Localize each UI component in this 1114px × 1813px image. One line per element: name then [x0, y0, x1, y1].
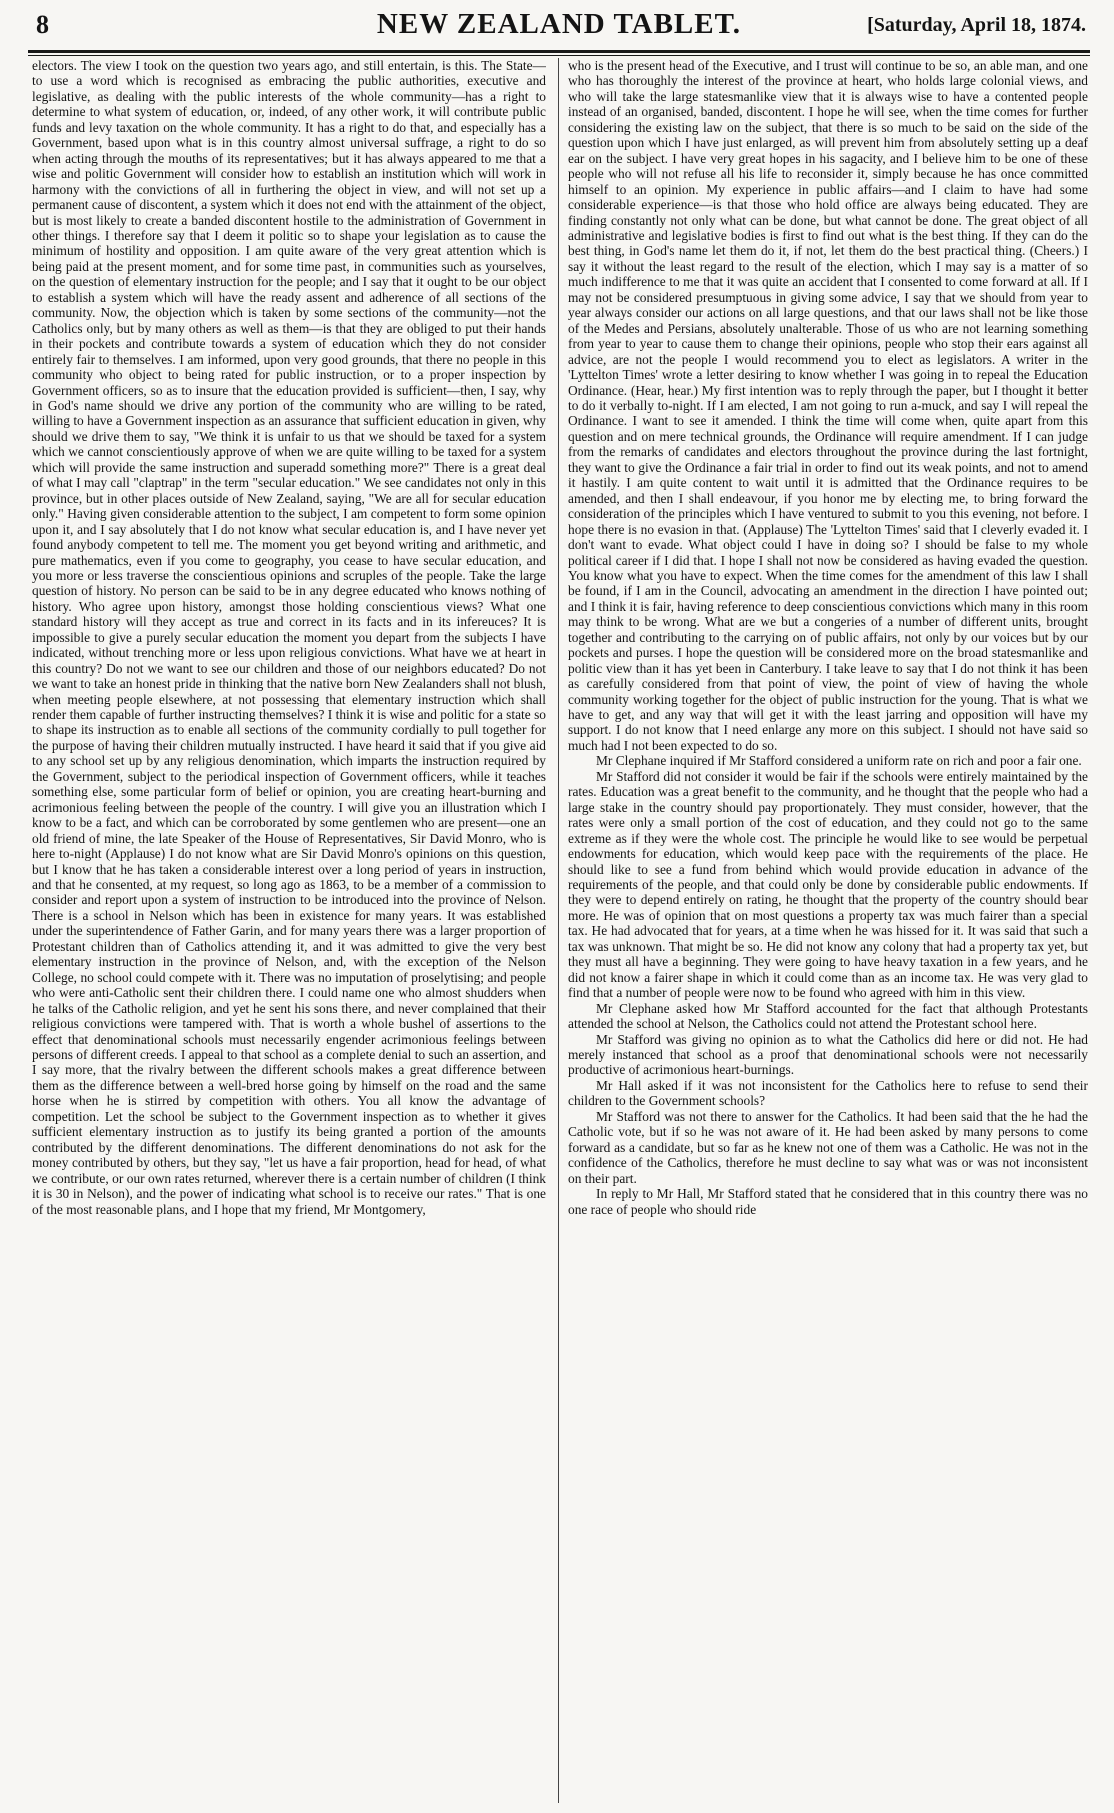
header-rule-thick	[28, 50, 1090, 53]
masthead-title: NEW ZEALAND TABLET.	[376, 8, 742, 40]
article-paragraph: Mr Clephane inquired if Mr Stafford considered a uniform rate on rich and poor a fair one.	[596, 753, 1082, 769]
left-column	[32, 58, 546, 1806]
article-paragraph: electors. The view I took on the question two years ago, and still entertain, is this. The State—to use a word which is recognised as embracing the public authorities, executive and legislative, as dealing with the public interests of the whole community—has a right to determine to what system of education, or, indeed, of any other work, it will contribute public funds and levy taxation on the whole community. It has a right to do that, and especially has a Government, based upon what is in this country almost universal suffrage, a right to do so when acting through the mouths of its representatives; but it has always appeared to me that a wise and politic Government will consider how to establish an institution which will work in harmony with the convictions of all in furthering the object in view, and will not set up a permanent cause of discontent, a system which it does not end with the attainment of the object, but is most likely to create a banded discontent hostile to the administration of Government in other things. I therefore say that I deem it politic so to shape your legislation as to cause the minimum of hostility and opposition. I am quite aware of the very great attention which is being paid at the present moment, and for some time past, in communities such as yourselves, on the question of elementary instruction for the people; and I say that it ought to be our object to establish a system which will have the ready assent and adherence of all sections of the community. Now, the objection which is taken by some sections of the community—not the Catholics only, but by many others as well as them—is that they are obliged to put their hands in their pockets and contribute towards a system of education which they do not consider entirely fair to themselves. I am informed, upon very good grounds, that there no people in this community who object to being rated for public instruction, or to a proper inspection by Government officers, so as to insure that the education provided is sufficient—then, I say, why in God's name should we drive any portion of the community who are willing to be rated, willing to have a Government inspection as an assurance that sufficient education in given, why should we drive them to say, "We think it is unfair to us that we should be taxed for a system which we cannot conscientiously approve of when we are quite willing to be taxed for a system which will provide the same instruction and superadd something more?" There is a great deal of what I may call "claptrap" in the term "secular education." We see candidates not only in this province, but in other places outside of New Zealand, saying, "We are all for secular education only." Having given considerable attention to the subject, I am competent to form some opinion upon it, and I say absolutely that I do not know what secular education is, and I have never yet found anybody competent to tell me. The moment you get beyond writing and arithmetic, and pure mathematics, even if you come to geography, you cease to have secular education, and you more or less traverse the conscientious opinions and scruples of the people. Take the large question of history. No person can be said to be in any degree educated who knows nothing of history. Who agree upon history, amongst those holding conscientious views? What one standard history will they accept as true and correct in its facts and in its infereuces? It is impossible to give a purely secular education the moment you depart from the subjects I have indicated, without trenching more or less upon religious convictions. What have we at heart in this country? Do not we want to see our children and those of our neighbors educated? Do not we want to take an honest pride in thinking that the native born New Zealanders shall not blush, when meeting people elsewhere, at not possessing that elementary instruction which shall render them capable of further instructing themselves? I think it is wise and politic for a state so to shape its instruction as to enable all sections of the community cordially to pull together for the purpose of having their children mutually instructed. I have heard it said that if you give aid to any school set up by any religious denomination, which imparts the instruction required by the Government, subject to the periodical inspection of Government officers, while it teaches something else, some particular form of belief or opinion, you are creating heart-burning and acrimonious feeling between the people of the country. I will give you an illustration which I know to be a fact, and which can be corroborated by some gentlemen who are present—one an old friend of mine, the late Speaker of the House of Representatives, Sir David Monro, who is here to-night (Applause) I do not know what are Sir David Monro's opinions on this question, but I know that he has taken a considerable interest over a long period of years in instruction, and that he consented, at my request, so long ago as 1863, to be a member of a commission to consider and report upon a system of instruction to be introduced into the province of Nelson. There is a school in Nelson which has been in existence for many years. It was established under the superintendence of Father Garin, and for many years there was a larger proportion of Protestant children than of Catholics attending it, and it was admitted to give the very best elementary instruction in the province of Nelson, and, with the exception of the Nelson College, no school could compete with it. There was no imputation of proselytising; and people who were anti-Catholic sent their children there. I could name one who almost shudders when he talks of the Catholic religion, and yet he sent his sons there, and never complained that their religious convictions were tampered with. That is worth a whole bushel of assertions to the effect that denominational schools must necessarily engender acrimonious feelings between persons of different creeds. I appeal to that school as a complete denial to such an assertion, and I say more, that the rivalry between the different schools makes a great difference between them as the difference between a well-bred horse going by himself on the road and the same horse when he is stirred by competition with others. You all know the advantage of competition. Let the school be subject to the Government inspection as to whether it gives sufficient elementary instruction as to justify its being granted a portion of the amounts contributed by the different denominations. The different denominations do not ask for the money contributed by others, but they say, "let us have a fair proportion, head for head, of what we contribute, or our own rates returned, wherever there is a certain number of children (I think it is 30 in Nelson), and the power of indicating what school is to receive our rates." That is one of the most reasonable plans, and I hope that my friend, Mr Montgomery,	[32, 58, 546, 1217]
issue-date: [Saturday, April 18, 1874.	[867, 14, 1086, 36]
article-paragraph: Mr Stafford was not there to answer for the Catholics. It had been said that the he had the Catholic vote, but if so he was not aware of it. He had been asked by many persons to come forward as a candidate, but so far as he knew not one of them was a Catholic. He was not in the confidence of the Catholics, therefore he must decline to say what was or was not inconsistent on their part.	[568, 1108, 1088, 1186]
article-paragraph: Mr Clephane asked how Mr Stafford accounted for the fact that although Protestants attended the school at Nelson, the Catholics could not attend the Protestant school here.	[568, 1000, 1088, 1032]
article-paragraph: who is the present head of the Executive, and I trust will continue to be so, an able man, and one who has thoroughly the interest of the province at heart, who holds large colonial views, and who will take the large statesmanlike view that it is always wise to have a contented people instead of an organised, banded, discontent. I hope he will see, when the time comes for further considering the existing law on the subject, that there is so much to be said on the side of the question upon which I have just enlarged, as will prevent him from absolutely setting up a deaf ear on the subject. I have very great hopes in his sagacity, and I believe him to be one of these people who will not refuse all his life to reconsider it, simply because he has once committed himself to an opinion. My experience in public affairs—and I claim to have had some considerable experience—is that those who hold office are always being educated. They are finding constantly not only what can be done, but what cannot be done. The great object of all administrative and legislative bodies is first to find out what is the best thing. If they can do the best thing, in God's name let them do it, if not, let them do the best practical thing. (Cheers.) I say it without the least regard to the result of the election, which I may say is a matter of so much indifference to me that it was quite an accident that I consented to come forward at all. If I may not be considered presumptuous in giving some advice, I say that we should from year to year always consider our actions on all large questions, and that our laws shall not be like those of the Medes and Persians, absolutely unalterable. Those of us who are not learning something from year to year to cause them to change their opinions, people who stop their ears against all advice, are not the people I would recommend you to elect as legislators. A writer in the 'Lyttelton Times' wrote a letter desiring to know whether I was going in to repeal the Education Ordinance. (Hear, hear.) My first intention was to reply through the paper, but I thought it better to do it verbally to-night. If I am elected, I am not going to run a-muck, and say I will repeal the Ordinance. I want to see it amended. I think the time will come when, quite apart from this question and on mere technical grounds, the Ordinance will require amendment. If I can judge from the remarks of candidates and electors throughout the province during the last fortnight, they want to give the Ordinance a fair trial in order to find out its weak points, and not to amend it hastily. I am quite content to wait until it is admitted that the Ordinance requires to be amended, and then I shall endeavour, if you honor me by electing me, to bring forward the consideration of the principles which I have ventured to submit to you this evening, not before. I hope there is no evasion in that. (Applause) The 'Lyttelton Times' said that I cleverly evaded it. I don't want to evade. What object could I have in doing so? I should be false to my whole political career if I did that. I hope I shall not now be considered as having evaded the question. You know what you have to expect. When the time comes for the amendment of this law I shall be found, if I am in the Council, advocating an amendment in the direction I have pointed out; and I think it is fair, having reference to deep conscientious convictions which many in this room may think to be wrong. What are we but a congeries of a number of different units, brought together and contributing to the carrying on of public affairs, not only by our voices but by our pockets and purses. I hope the question will be considered more on the broad statesmanlike and politic view than it has yet been in Canterbury. I take leave to say that I do not think it has been as carefully considered from that point of view, the point of view of having the whole community working together for the object of public instruction for the young. That is what we have to get, and any way that will get it with the least jarring and opposition will have my support. I do not know that I need enlarge any more on this subject. I should not have said so much had I not been expected to do so.	[568, 58, 1088, 753]
header-rule-thin	[28, 55, 1090, 56]
page-number: 8	[36, 10, 49, 39]
column-divider	[558, 58, 559, 1803]
page-header	[28, 4, 1090, 50]
article-paragraph: Mr Hall asked if it was not inconsistent for the Catholics here to refuse to send their children to the Government schools?	[568, 1077, 1088, 1109]
article-paragraph: Mr Stafford did not consider it would be fair if the schools were entirely maintained by the rates. Education was a great benefit to the community, and he thought that the people who had a large stake in the country should pay proportionately. They must consider, however, that the rates were only a small portion of the cost of education, and they could not go to the same extreme as if they were the whole cost. The principle he would like to see would be perpetual endowments for education, which would keep pace with the requirements of the place. He should like to see a fund from behind which would provide education in advance of the requirements of the people, and that could only be done by considerable public endowments. If they were to depend entirely on rating, he thought that the property of the country should bear more. He was of opinion that on most questions a property tax was much fairer than a special tax. He had advocated that for years, at a time when he was hissed for it. It was said that such a tax was unknown. That might be so. He did not know any colony that had a property tax yet, but they must all have a beginning. They were going to have heavy taxation in a few years, and he did not know a fairer shape in which it could come than as an income tax. He was very glad to find that a number of people were now to be found who agreed with him in this view.	[568, 768, 1088, 1001]
right-column	[568, 58, 1088, 1806]
article-paragraph: Mr Stafford was giving no opinion as to what the Catholics did here or did not. He had merely instanced that school as a proof that denominational schools were not necessarily productive of acrimonious heart-burnings.	[568, 1031, 1088, 1078]
article-paragraph: In reply to Mr Hall, Mr Stafford stated that he considered that in this country there was no one race of people who should ride	[568, 1186, 1088, 1217]
